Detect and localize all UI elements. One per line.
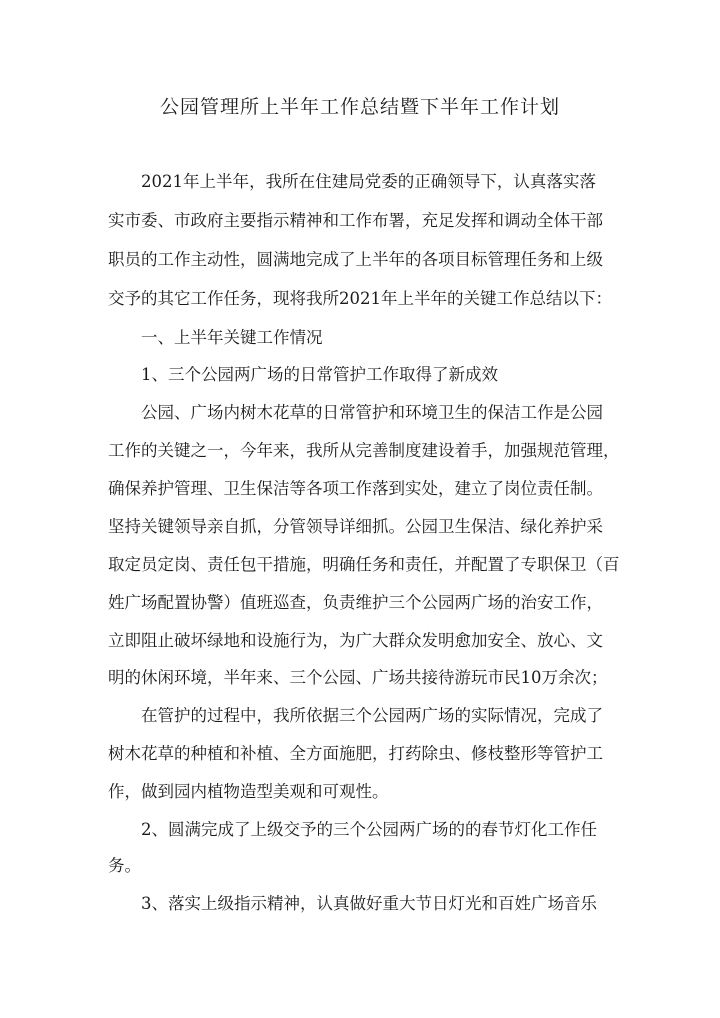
paragraph-line: 实市委、市政府主要指示精神和工作布署，充足发挥和调动全体干部 <box>108 211 603 230</box>
paragraph-line: 取定员定岗、责任包干措施，明确任务和责任，并配置了专职保卫（百 <box>108 555 620 574</box>
paragraph-line: 3、落实上级指示精神，认真做好重大节日灯光和百姓广场音乐 <box>141 894 597 913</box>
paragraph-line: 姓广场配置协警）值班巡查，负责维护三个公园两广场的治安工作， <box>108 593 603 612</box>
paragraph-line: 确保养护管理、卫生保洁等各项工作落到实处，建立了岗位责任制。 <box>108 479 603 498</box>
paragraph-line: 在管护的过程中，我所依据三个公园两广场的实际情况，完成了 <box>141 706 603 725</box>
paragraph-line: 2021年上半年，我所在住建局党委的正确领导下，认真落实落 <box>141 172 596 191</box>
paragraph-line: 明的休闲环境，半年来、三个公园、广场共接待游玩市民10万余次； <box>108 668 608 687</box>
paragraph-line: 交予的其它工作任务，现将我所2021年上半年的关键工作总结以下： <box>108 289 612 308</box>
paragraph-line: 立即阻止破坏绿地和设施行为，为广大群众发明愈加安全、放心、文 <box>108 631 603 650</box>
paragraph-line: 树木花草的种植和补植、全方面施肥，打药除虫、修枝整形等管护工 <box>108 744 603 763</box>
paragraph-line: 工作的关键之一，今年来，我所从完善制度建设着手，加强规范管理， <box>108 441 620 460</box>
paragraph-line: 坚持关键领导亲自抓，分管领导详细抓。公园卫生保洁、绿化养护采 <box>108 517 603 536</box>
section-heading: 一、上半年关键工作情况 <box>141 328 323 347</box>
subsection-heading: 1、三个公园两广场的日常管护工作取得了新成效 <box>141 365 498 384</box>
paragraph-line: 务。 <box>108 856 141 875</box>
document-title: 公园管理所上半年工作总结暨下半年工作计划 <box>159 96 560 118</box>
paragraph-line: 职员的工作主动性，圆满地完成了上半年的各项目标管理任务和上级 <box>108 250 603 269</box>
paragraph-line: 2、圆满完成了上级交予的三个公园两广场的的春节灯化工作任 <box>141 820 597 839</box>
paragraph-line: 作，做到园内植物造型美观和可观性。 <box>108 782 389 801</box>
paragraph-line: 公园、广场内树木花草的日常管护和环境卫生的保洁工作是公园 <box>141 403 603 422</box>
